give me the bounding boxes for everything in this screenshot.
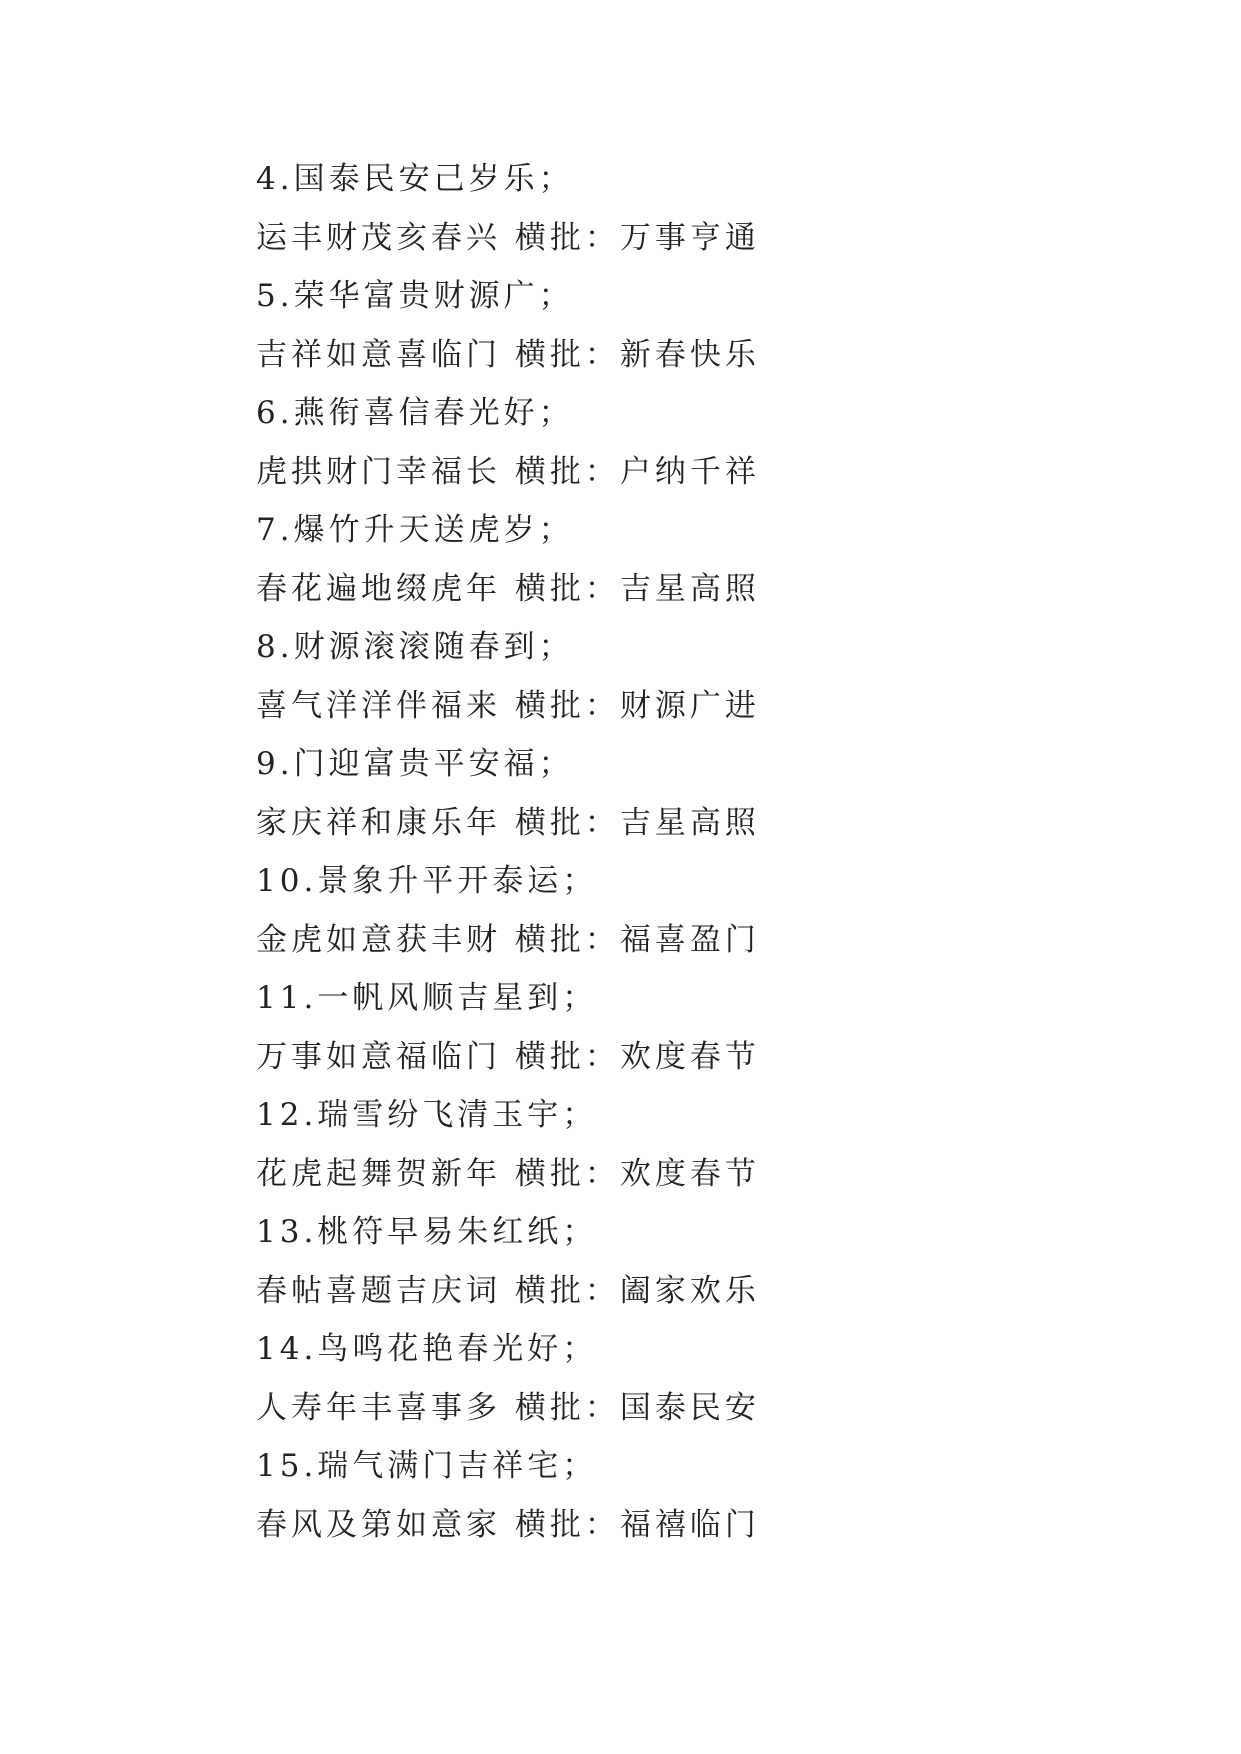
couplet-second-line: 家庆祥和康乐年 横批：吉星高照 bbox=[256, 804, 760, 841]
couplet-second-line: 吉祥如意喜临门 横批：新春快乐 bbox=[256, 336, 760, 373]
couplet-first-line: 6.燕衔喜信春光好； bbox=[256, 395, 574, 431]
couplet-first-line: 4.国泰民安己岁乐； bbox=[256, 161, 574, 197]
couplet-entry-12 bbox=[256, 1096, 1016, 1213]
couplet-second-line: 万事如意福临门 横批：欢度春节 bbox=[256, 1038, 760, 1075]
couplet-second-line: 人寿年丰喜事多 横批：国泰民安 bbox=[256, 1389, 760, 1426]
couplet-entry-6 bbox=[256, 394, 1016, 511]
couplet-first-line: 14.鸟鸣花艳春光好； bbox=[256, 1331, 598, 1367]
couplet-second-line: 春帖喜题吉庆词 横批：阖家欢乐 bbox=[256, 1272, 760, 1309]
couplet-entry-13 bbox=[256, 1213, 1016, 1330]
couplet-first-line: 11.一帆风顺吉星到； bbox=[256, 980, 598, 1016]
couplet-second-line: 运丰财茂亥春兴 横批：万事亨通 bbox=[256, 219, 760, 256]
couplet-second-line: 花虎起舞贺新年 横批：欢度春节 bbox=[256, 1155, 760, 1192]
couplet-second-line: 金虎如意获丰财 横批：福喜盈门 bbox=[256, 921, 760, 958]
couplet-second-line: 春风及第如意家 横批：福禧临门 bbox=[256, 1506, 760, 1543]
couplet-entry-8 bbox=[256, 628, 1016, 745]
couplet-second-line: 春花遍地缀虎年 横批：吉星高照 bbox=[256, 570, 760, 607]
couplet-entry-7 bbox=[256, 511, 1016, 628]
couplet-entry-10 bbox=[256, 862, 1016, 979]
couplet-entry-14 bbox=[256, 1330, 1016, 1447]
couplet-second-line: 喜气洋洋伴福来 横批：财源广进 bbox=[256, 687, 760, 724]
couplet-list bbox=[256, 160, 1016, 1564]
couplet-entry-15 bbox=[256, 1447, 1016, 1564]
couplet-first-line: 8.财源滚滚随春到； bbox=[256, 629, 574, 665]
couplet-entry-11 bbox=[256, 979, 1016, 1096]
couplet-first-line: 5.荣华富贵财源广； bbox=[256, 278, 574, 314]
couplet-first-line: 15.瑞气满门吉祥宅； bbox=[256, 1448, 598, 1484]
couplet-first-line: 13.桃符早易朱红纸； bbox=[256, 1214, 598, 1250]
couplet-first-line: 9.门迎富贵平安福； bbox=[256, 746, 574, 782]
couplet-entry-9 bbox=[256, 745, 1016, 862]
couplet-first-line: 7.爆竹升天送虎岁； bbox=[256, 512, 574, 548]
couplet-entry-5 bbox=[256, 277, 1016, 394]
couplet-second-line: 虎拱财门幸福长 横批：户纳千祥 bbox=[256, 453, 760, 490]
couplet-first-line: 12.瑞雪纷飞清玉宇； bbox=[256, 1097, 598, 1133]
couplet-first-line: 10.景象升平开泰运； bbox=[256, 863, 598, 899]
couplet-entry-4 bbox=[256, 160, 1016, 277]
